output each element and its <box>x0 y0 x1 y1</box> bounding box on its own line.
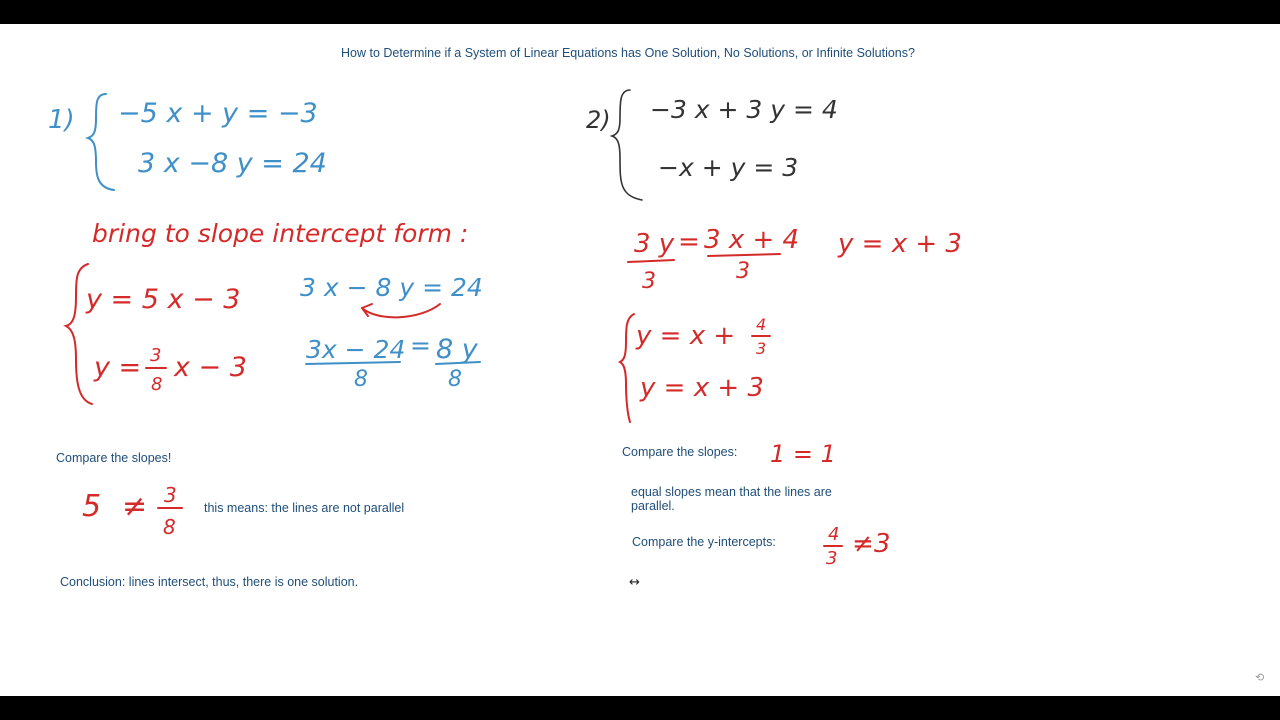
problem2-si-eq1-den: 3 <box>756 339 767 358</box>
problem2-compare-label: Compare the slopes: <box>622 445 738 459</box>
problem1-eq2: 3 x −8 y = 24 <box>138 148 327 179</box>
problem1-si-eq2-lhs: y = <box>94 352 142 383</box>
problem2-si-eq1-lhs: y = x + <box>636 321 736 351</box>
problem2-slopes-equal: 1 = 1 <box>770 440 836 468</box>
problem1-work-eq-sign: = <box>410 331 431 360</box>
problem1-slope-right-num: 3 <box>164 483 177 507</box>
problem2-work-eq-sign: = <box>678 227 700 257</box>
problem1-conclusion: Conclusion: lines intersect, thus, there is one solution. <box>60 575 359 589</box>
problem2-work-lhs-den: 3 <box>642 269 656 294</box>
problem2-number: 2) <box>586 106 611 134</box>
problem2-si-eq1-num: 4 <box>756 315 767 334</box>
problem1-neq: ≠ <box>122 489 148 524</box>
problem1-number: 1) <box>48 105 75 135</box>
problem1-slope-left: 5 <box>82 489 102 524</box>
page-title: How to Determine if a System of Linear Equations has One Solution, No Solutions, or Infinite Solutions? <box>341 46 915 60</box>
problem1-work-left-num: 3x − 24 <box>306 335 406 364</box>
problem2-work-lhs-num: 3 y <box>634 229 675 259</box>
problem2-si-brace <box>620 314 634 422</box>
problem2-intercepts-label: Compare the y-intercepts: <box>632 535 776 549</box>
problem1-work-eq: 3 x − 8 y = 24 <box>300 273 483 302</box>
problem1-instruction: bring to slope intercept form : <box>92 219 469 248</box>
problem2-work-lhs-bar <box>628 260 674 262</box>
problem2-work-result: y = x + 3 <box>838 229 962 259</box>
rotate-icon[interactable]: ⟲ <box>1255 671 1265 684</box>
problem1-compare-label: Compare the slopes! <box>56 451 172 465</box>
problem2-intercept-num: 4 <box>828 524 840 545</box>
problem2-eq1: −3 x + 3 y = 4 <box>650 95 838 124</box>
handwriting-layer <box>0 24 1280 696</box>
problem2-intercept-right: 3 <box>874 529 891 559</box>
problem2-eq2: −x + y = 3 <box>658 153 799 182</box>
problem2-work-rhs-num: 3 x + 4 <box>704 225 800 255</box>
problem2-si-eq2: y = x + 3 <box>640 373 764 403</box>
resize-cursor-icon: ↔ <box>629 575 640 590</box>
problem1-eq1: −5 x + y = −3 <box>118 98 318 129</box>
problem1-si-eq2-den: 8 <box>151 374 163 395</box>
problem1-work-right-num: 8 y <box>436 334 478 365</box>
problem1-work-arrow <box>362 304 440 317</box>
problem1-slope-right-den: 8 <box>163 515 176 539</box>
problem1-si-eq1: y = 5 x − 3 <box>86 284 241 315</box>
problem2-intercept-den: 3 <box>826 548 838 569</box>
whiteboard-page <box>0 24 1280 696</box>
problem2-work-rhs-den: 3 <box>736 259 750 284</box>
problem2-brace <box>612 90 642 200</box>
problem1-si-eq2-rhs: x − 3 <box>174 352 247 383</box>
problem1-work-left-den: 8 <box>354 367 368 392</box>
problem1-si-eq2-num: 3 <box>150 345 162 366</box>
problem2-intercept-neq: ≠ <box>852 529 874 559</box>
problem2-equal-note-line2: parallel. <box>631 499 675 513</box>
problem1-meaning: this means: the lines are not parallel <box>204 501 405 515</box>
problem1-brace <box>88 94 114 190</box>
problem2-equal-note-line1: equal slopes mean that the lines are <box>631 485 832 499</box>
problem1-work-right-den: 8 <box>448 367 462 392</box>
